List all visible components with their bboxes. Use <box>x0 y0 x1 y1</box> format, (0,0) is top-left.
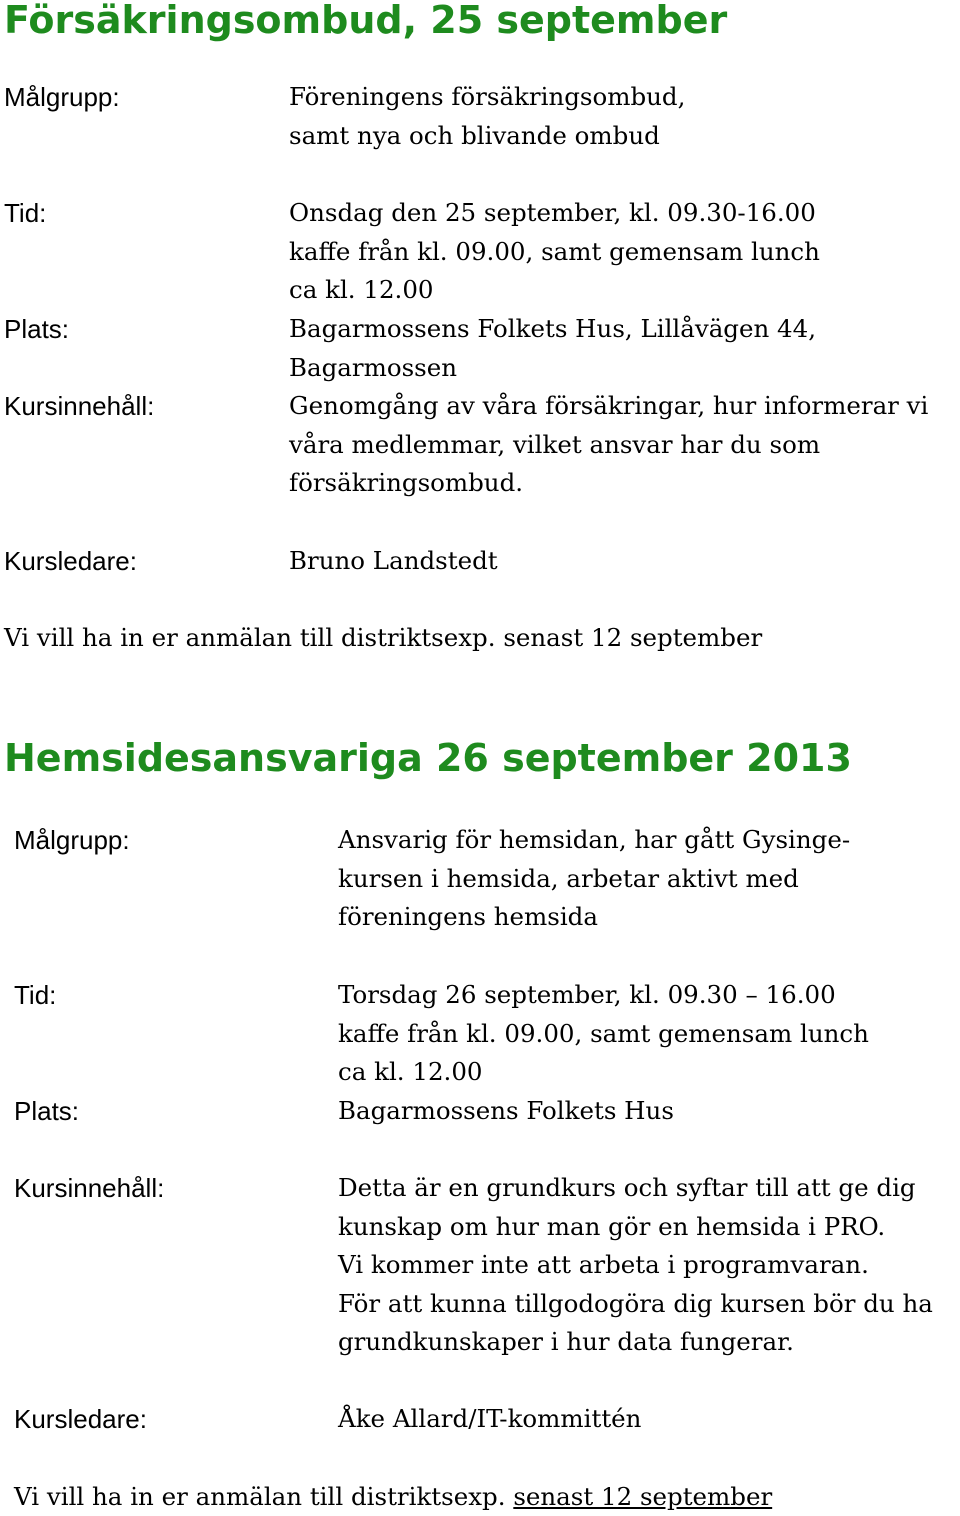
place-label: Plats: <box>14 1096 80 1126</box>
time-line: kaffe från kl. 09.00, samt gemensam lunch <box>338 1018 869 1048</box>
leader-name: Bruno Landstedt <box>289 546 498 575</box>
content-label: Kursinnehåll: <box>14 1173 165 1203</box>
signup-text: Vi vill ha in er anmälan till distriktsexp. <box>4 623 496 652</box>
content-label: Kursinnehåll: <box>4 391 155 421</box>
time-value <box>338 976 869 1092</box>
target-line: kursen i hemsida, arbetar aktivt med <box>338 863 799 893</box>
time-line: Torsdag 26 september, kl. 09.30 – 16.00 <box>338 980 836 1009</box>
place-value <box>289 310 816 387</box>
place-line: Bagarmossens Folkets Hus, Lillåvägen 44, <box>289 314 817 343</box>
signup-note <box>14 1478 772 1516</box>
time-line: ca kl. 12.00 <box>289 275 434 305</box>
place-value <box>338 1092 674 1131</box>
signup-note <box>4 619 762 657</box>
content-line: Detta är en grundkurs och syftar till att ge dig <box>338 1173 916 1202</box>
target-value <box>338 821 850 937</box>
target-label: Målgrupp: <box>14 825 130 855</box>
time-value <box>289 194 820 310</box>
target-line: Ansvarig för hemsidan, har gått Gysinge- <box>338 825 851 854</box>
place-line: Bagarmossens Folkets Hus <box>338 1096 674 1125</box>
content-line: Vi kommer inte att arbeta i programvaran. <box>338 1250 869 1280</box>
section-1-title: Försäkringsombud, 25 september <box>4 0 728 42</box>
leader-name: Åke Allard/IT-kommittén <box>338 1404 642 1433</box>
signup-deadline: senast 12 september <box>503 623 763 652</box>
content-line: Genomgång av våra försäkringar, hur informerar vi <box>289 391 929 420</box>
time-label: Tid: <box>4 198 47 228</box>
leader-label: Kursledare: <box>4 546 137 576</box>
content-line: För att kunna tillgodogöra dig kursen bör du ha <box>338 1288 933 1318</box>
content-line: kunskap om hur man gör en hemsida i PRO. <box>338 1211 886 1241</box>
signup-deadline: senast 12 september <box>513 1482 773 1511</box>
time-label: Tid: <box>14 980 57 1010</box>
target-label: Målgrupp: <box>4 82 120 112</box>
section-2-title: Hemsidesansvariga 26 september 2013 <box>4 736 852 780</box>
content-value <box>289 387 928 503</box>
time-line: ca kl. 12.00 <box>338 1057 483 1087</box>
time-line: Onsdag den 25 september, kl. 09.30-16.00 <box>289 198 816 227</box>
content-line: grundkunskaper i hur data fungerar. <box>338 1327 794 1357</box>
place-label: Plats: <box>4 314 70 344</box>
place-line: Bagarmossen <box>289 352 458 382</box>
target-value <box>289 78 685 155</box>
target-line: föreningens hemsida <box>338 902 598 932</box>
content-line: våra medlemmar, vilket ansvar har du som <box>289 429 821 459</box>
target-line: Föreningens försäkringsombud, <box>289 82 686 111</box>
signup-text: Vi vill ha in er anmälan till distriktsexp. <box>14 1482 506 1511</box>
target-line: samt nya och blivande ombud <box>289 120 660 150</box>
leader-label: Kursledare: <box>14 1404 147 1434</box>
content-value <box>338 1169 933 1362</box>
time-line: kaffe från kl. 09.00, samt gemensam lunch <box>289 236 820 266</box>
content-line: försäkringsombud. <box>289 468 524 498</box>
